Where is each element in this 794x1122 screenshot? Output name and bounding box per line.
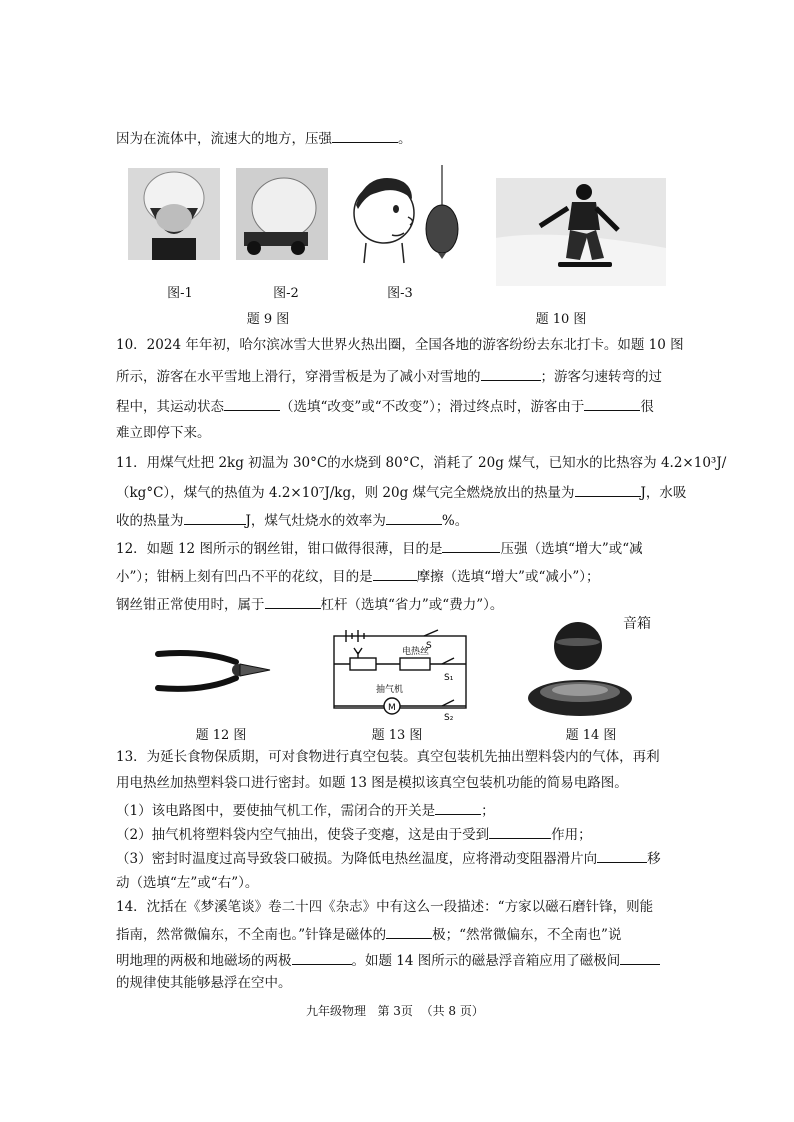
q13-line-3 <box>116 800 495 820</box>
q13-blank-1[interactable] <box>435 800 481 815</box>
pliers-image <box>154 640 274 702</box>
q14-line-3 <box>116 950 660 970</box>
q12-blank-2[interactable] <box>373 566 417 581</box>
q11-line-3 <box>116 510 468 530</box>
q13-text: （2）抽气机将塑料袋内空气抽出，使袋子变瘪，这是由于受到 <box>116 827 490 843</box>
q10-blank-2[interactable] <box>224 396 280 411</box>
q14-text: 。如题 14 图所示的磁悬浮音箱应用了磁极间 <box>351 953 621 969</box>
q11-text: J，水吸 <box>640 485 687 501</box>
q10-text: 所示，游客在水平雪地上滑行，穿滑雪板是为了减小对雪地的 <box>116 369 481 385</box>
switch-s1-label: S₁ <box>444 673 454 683</box>
q13-blank-2[interactable] <box>489 824 551 839</box>
q13-line-5 <box>116 848 661 868</box>
intro-text-end: 。 <box>398 131 412 147</box>
q11-text: %。 <box>441 513 469 529</box>
footer-page: 第 3页 <box>377 1004 413 1018</box>
q14-blank-3[interactable] <box>620 950 660 965</box>
q12-line-3 <box>116 594 503 614</box>
fig1-image <box>128 168 220 260</box>
q12-text: 压强（选填“增大”或“减 <box>500 541 643 557</box>
q11-blank-2[interactable] <box>184 510 246 525</box>
footer-subject: 九年级物理 <box>306 1004 367 1018</box>
q10-text: （选填“改变”或“不改变”）；滑过终点时，游客由于 <box>280 399 585 415</box>
fig2-caption: 图-2 <box>273 286 299 301</box>
speaker-label: 音箱 <box>623 616 651 632</box>
q10-blank-1[interactable] <box>481 366 541 381</box>
q11-blank-1[interactable] <box>575 482 641 497</box>
q13-line-6: 动（选填“左”或“右”）。 <box>116 875 259 891</box>
footer-total: （共 8 页） <box>420 1004 484 1018</box>
q14-line-4: 的规律使其能够悬浮在空中。 <box>116 975 292 991</box>
q13-text: （1）该电路图中，要使抽气机工作，需闭合的开关是 <box>116 803 436 819</box>
q13-line-4 <box>116 824 592 844</box>
switch-s-label: S <box>426 641 432 651</box>
q14-line-1: 14．沈括在《梦溪笔谈》卷二十四《杂志》中有这么一段描述：“方家以磁石磨针锋，则能 <box>116 899 654 915</box>
q11-text: 收的热量为 <box>116 513 184 529</box>
q11-line-1: 11．用煤气灶把 2kg 初温为 30°C的水烧到 80°C，消耗了 20g 煤气，已知水的比热容为 4.2×10³J/ <box>116 455 727 471</box>
q13-text: 作用； <box>551 827 592 843</box>
switch-s2-label: S₂ <box>444 713 454 722</box>
fig3-caption: 图-3 <box>387 286 413 301</box>
q11-blank-3[interactable] <box>386 510 442 525</box>
q14-line-2 <box>116 924 621 944</box>
q14-blank-2[interactable] <box>292 950 352 965</box>
q12-text: 小”）；钳柄上刻有凹凸不平的花纹，目的是 <box>116 569 373 585</box>
q14-text: 明地理的两极和地磁场的两极 <box>116 953 292 969</box>
q13-text: ； <box>481 803 495 819</box>
fig3-image <box>346 165 466 265</box>
q12-blank-1[interactable] <box>442 538 500 553</box>
intro-text: 因为在流体中，流速大的地方，压强 <box>116 131 332 147</box>
q13-line-1: 13．为延长食物保质期，可对食物进行真空包装。真空包装机先抽出塑料袋内的气体，再利 <box>116 749 660 765</box>
q9-figure-caption: 题 9 图 <box>246 312 290 327</box>
q10-text: 程中，其运动状态 <box>116 399 224 415</box>
q10-line-4: 难立即停下来。 <box>116 425 211 441</box>
q13-figure-caption: 题 13 图 <box>371 728 423 743</box>
q14-figure-caption: 题 14 图 <box>565 728 617 743</box>
q11-line-2 <box>116 482 686 502</box>
pump-label: 抽气机 <box>376 685 404 695</box>
q10-text: 很 <box>640 399 654 415</box>
q11-text: J，煤气灶烧水的效率为 <box>245 513 386 529</box>
q12-text: 钢丝钳正常使用时，属于 <box>116 597 265 613</box>
q12-blank-3[interactable] <box>265 594 321 609</box>
q14-text: 极；“然常微偏东，不全南也”说 <box>432 927 622 943</box>
q14-blank-1[interactable] <box>386 924 432 939</box>
q14-text: 指南，然常微偏东，不全南也。”针锋是磁体的 <box>116 927 387 943</box>
answer-blank[interactable] <box>332 128 398 143</box>
q12-figure-caption: 题 12 图 <box>195 728 247 743</box>
q10-blank-3[interactable] <box>584 396 640 411</box>
intro-line <box>116 128 412 148</box>
fig1-caption: 图-1 <box>167 286 193 301</box>
q10-line-3 <box>116 396 654 416</box>
q11-text: （kg°C），煤气的热值为 4.2×10⁷J/kg，则 20g 煤气完全燃烧放出的热量为 <box>116 485 575 501</box>
q12-text: 杠杆（选填“省力”或“费力”）。 <box>320 597 504 613</box>
fig2-image <box>236 168 328 260</box>
q12-text: 摩擦（选填“增大”或“减小”）； <box>416 569 600 585</box>
heater-label: 电热丝 <box>402 647 430 657</box>
q10-line-1: 10．2024 年年初，哈尔滨冰雪大世界火热出圈，全国各地的游客纷纷去东北打卡。如题 10 图 <box>116 337 684 353</box>
q13-circuit-diagram <box>328 628 474 722</box>
q12-text: 12．如题 12 图所示的钢丝钳，钳口做得很薄，目的是 <box>116 541 443 557</box>
fig10-image <box>496 178 666 286</box>
q10-text: ；游客匀速转弯的过 <box>540 369 662 385</box>
q13-text: 移 <box>647 851 661 867</box>
q10-figure-caption: 题 10 图 <box>535 312 587 327</box>
q12-line-1 <box>116 538 643 558</box>
q10-line-2 <box>116 366 662 386</box>
q12-line-2 <box>116 566 600 586</box>
page-footer <box>306 1002 484 1019</box>
q13-line-2: 用电热丝加热塑料袋口进行密封。如题 13 图是模拟该真空包装机功能的简易电路图。 <box>116 775 628 791</box>
q13-blank-3[interactable] <box>597 848 647 863</box>
q13-text: （3）密封时温度过高导致袋口破损。为降低电热丝温度，应将滑动变阻器滑片向 <box>116 851 598 867</box>
motor-label: M <box>388 703 396 713</box>
